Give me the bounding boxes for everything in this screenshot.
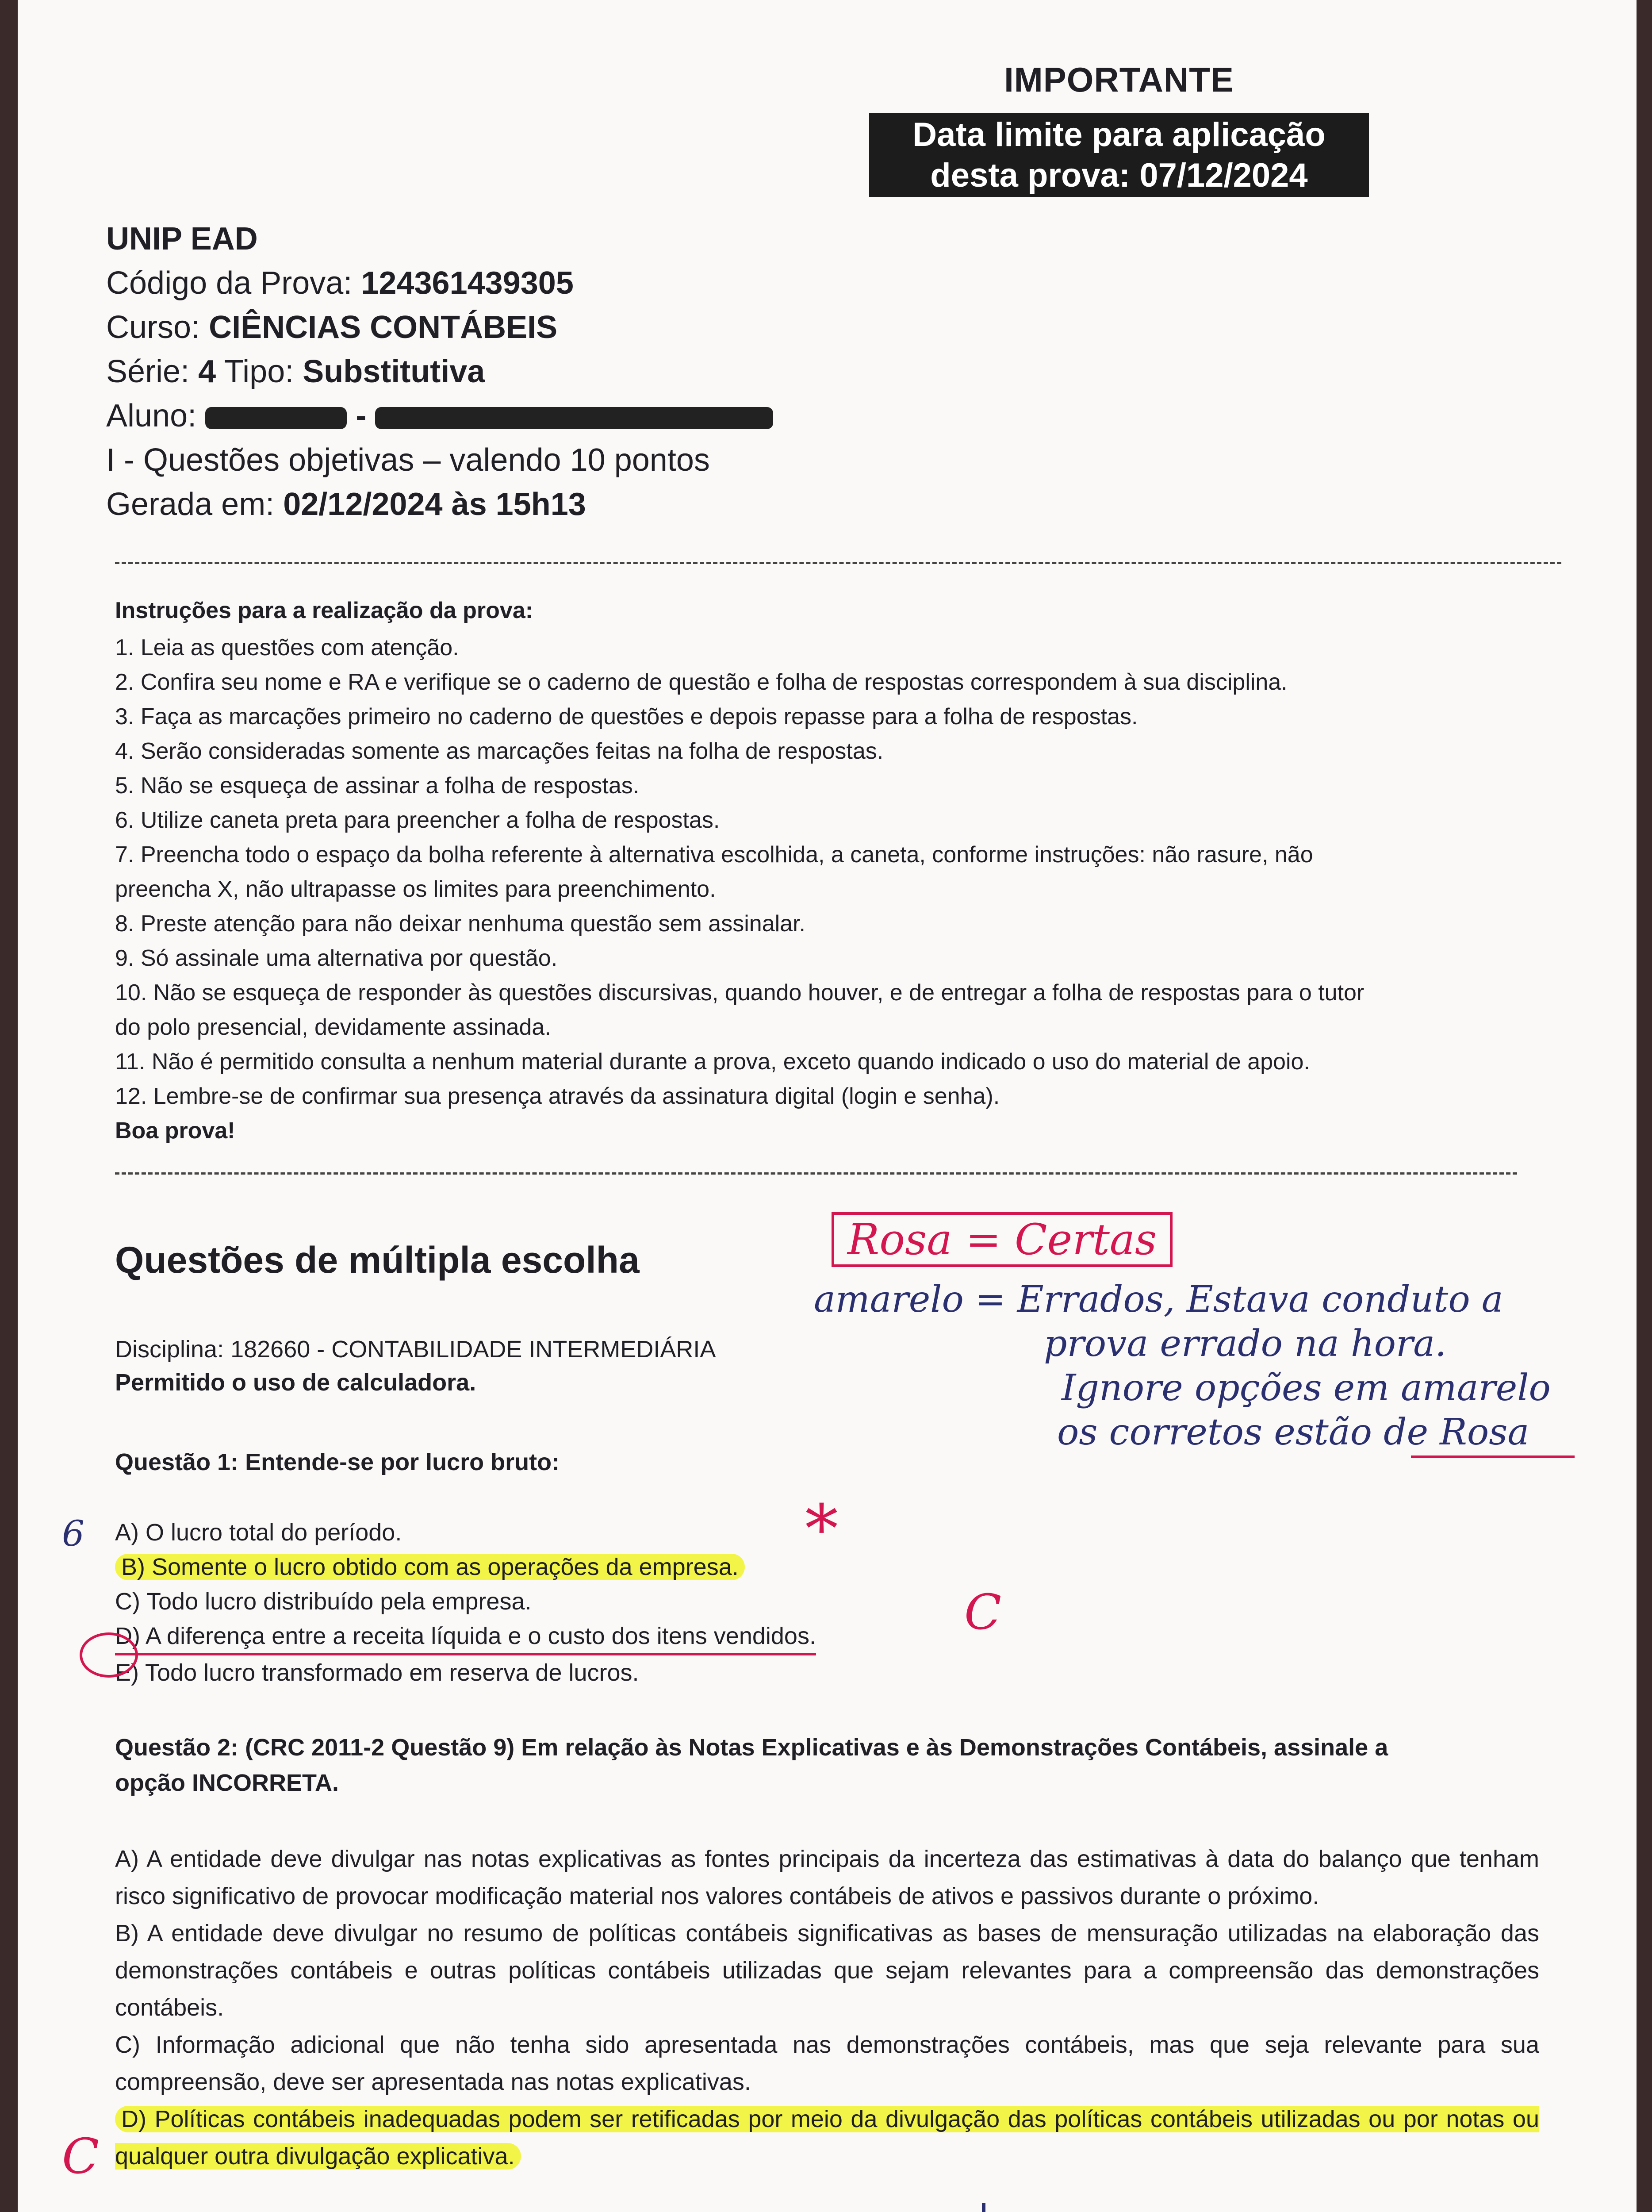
question-1-options (115, 1515, 816, 1690)
q1-option-b-row (115, 1550, 816, 1584)
aluno-row (106, 394, 773, 438)
instruction-item: 7. Preencha todo o espaço da bolha referente à alternativa escolhida, a caneta, conforme instruções: não rasure, não (115, 842, 1313, 868)
instruction-item: 1. Leia as questões com atenção. (115, 635, 459, 661)
q2-option-c: C) Informação adicional que não tenha sido apresentada nas demonstrações contábeis, mas que seja relevante para sua compreensão, deve ser apresentada nas notas explicativas. (115, 2032, 1539, 2095)
underline-rosa (1411, 1455, 1575, 1458)
notice-title: IMPORTANTE (1004, 60, 1234, 99)
q1-option-e: E) Todo lucro transformado em reserva de lucros. (115, 1659, 639, 1686)
deadline-box (869, 113, 1369, 197)
curso-label: Curso: (106, 310, 200, 345)
serie-label: Série: (106, 354, 190, 389)
q2-option-d-row (115, 2101, 1539, 2175)
signature-mark (982, 2203, 1061, 2212)
circle-mark-d (80, 1632, 138, 1678)
question-1-title: Questão 1: Entende-se por lucro bruto: (115, 1449, 560, 1475)
q2-title-line-2: opção INCORRETA. (115, 1770, 339, 1796)
q1-option-c: C) Todo lucro distribuído pela empresa. (115, 1588, 532, 1615)
exam-sheet (18, 0, 1637, 2212)
instruction-item: 6. Utilize caneta preta para preencher a folha de respostas. (115, 807, 720, 833)
divider-top (115, 562, 1561, 564)
institution: UNIP EAD (106, 221, 258, 257)
question-2-title (115, 1730, 1544, 1801)
divider-bottom (115, 1172, 1517, 1175)
q2-title-line-1: Questão 2: (CRC 2011-2 Questão 9) Em relação às Notas Explicativas e às Demonstrações Contábeis, assinale a (115, 1734, 1388, 1761)
deadline-line-1: Data limite para aplicação (912, 116, 1326, 154)
q1-mark-a: 6 (62, 1513, 84, 1554)
handwritten-line-2: prova errado na hora. (1044, 1323, 1447, 1365)
instruction-item: 8. Preste atenção para não deixar nenhuma questão sem assinalar. (115, 911, 805, 937)
instruction-item: 9. Só assinale uma alternativa por questão. (115, 945, 558, 971)
instruction-item: do polo presencial, devidamente assinada. (115, 1014, 551, 1040)
exam-header (106, 217, 773, 526)
gerada-row (106, 482, 773, 526)
codigo-value: 124361439305 (361, 265, 574, 301)
handwritten-line-3: Ignore opções em amarelo (1062, 1367, 1551, 1409)
codigo-label: Código da Prova: (106, 265, 353, 301)
instruction-item: 11. Não é permitido consulta a nenhum material durante a prova, exceto quando indicado o uso do material de apoio. (115, 1049, 1310, 1075)
q1-option-d: D) A diferença entre a receita líquida e o custo dos itens vendidos. (115, 1619, 816, 1655)
gerada-value: 02/12/2024 às 15h13 (283, 487, 586, 522)
aluno-label: Aluno: (106, 398, 197, 434)
aluno-separator: - (356, 398, 367, 434)
q1-option-a: A) O lucro total do período. (115, 1519, 402, 1546)
deadline-line-2: desta prova: 07/12/2024 (930, 157, 1308, 194)
instruction-item: 5. Não se esqueça de assinar a folha de respostas. (115, 773, 640, 799)
redacted-name (375, 407, 773, 429)
section-title: Questões de múltipla escolha (115, 1239, 640, 1281)
q1-mark-d: C (964, 1584, 1002, 1640)
tipo-label: Tipo: (224, 354, 294, 389)
instruction-item: preencha X, não ultrapasse os limites para preenchimento. (115, 876, 716, 902)
instruction-item: 12. Lembre-se de confirmar sua presença através da assinatura digital (login e senha). (115, 1083, 1000, 1109)
curso-row (106, 305, 773, 349)
question-2-options (115, 1840, 1539, 2175)
instructions-closing: Boa prova! (115, 1118, 235, 1144)
calculadora-note: Permitido o uso de calculadora. (115, 1369, 476, 1396)
q2-mark: C (62, 2128, 100, 2185)
curso-value: CIÊNCIAS CONTÁBEIS (209, 310, 558, 345)
instruction-item: 2. Confira seu nome e RA e verifique se o caderno de questão e folha de respostas correspondem à sua disciplina. (115, 669, 1288, 695)
serie-row (106, 349, 773, 394)
q2-option-b: B) A entidade deve divulgar no resumo de políticas contábeis significativas as bases de mensuração utilizadas na elaboração das demonstrações contábeis e outras políticas contábeis utilizadas que sejam relevantes para a compreensão das demonstrações contábeis. (115, 1920, 1539, 2021)
objetivas-line: I - Questões objetivas – valendo 10 pontos (106, 442, 710, 478)
star-mark: * (805, 1491, 838, 1568)
codigo-row (106, 261, 773, 305)
disciplina: Disciplina: 182660 - CONTABILIDADE INTERMEDIÁRIA (115, 1336, 716, 1363)
serie-value: 4 (198, 354, 216, 389)
q1-option-b: B) Somente o lucro obtido com as operações da empresa. (115, 1554, 745, 1580)
tipo-value: Substitutiva (303, 354, 485, 389)
q2-option-d: D) Políticas contábeis inadequadas podem ser retificadas por meio da divulgação das políticas contábeis utilizadas ou por notas ou qualquer outra divulgação explicativa. (115, 2106, 1539, 2170)
q2-option-a: A) A entidade deve divulgar nas notas explicativas as fontes principais da incerteza das estimativas à data do balanço que tenham risco significativo de provocar modificação material nos valores contábeis de ativos e passivos durante o próximo. (115, 1846, 1539, 1909)
handwritten-rosa-note: Rosa = Certas (832, 1212, 1173, 1267)
instruction-item: 10. Não se esqueça de responder às questões discursivas, quando houver, e de entregar a folha de respostas para o tutor (115, 980, 1365, 1006)
handwritten-line-4: os corretos estão de Rosa (1057, 1411, 1529, 1453)
instruction-item: 4. Serão consideradas somente as marcações feitas na folha de respostas. (115, 738, 884, 764)
gerada-label: Gerada em: (106, 487, 275, 522)
instruction-item: 3. Faça as marcações primeiro no caderno de questões e depois repasse para a folha de respostas. (115, 704, 1138, 730)
instructions-title: Instruções para a realização da prova: (115, 598, 533, 623)
handwritten-amarelo-note: amarelo = Errados, Estava conduto a (814, 1279, 1503, 1321)
redacted-ra (205, 407, 347, 429)
instructions-list (115, 630, 1557, 1148)
